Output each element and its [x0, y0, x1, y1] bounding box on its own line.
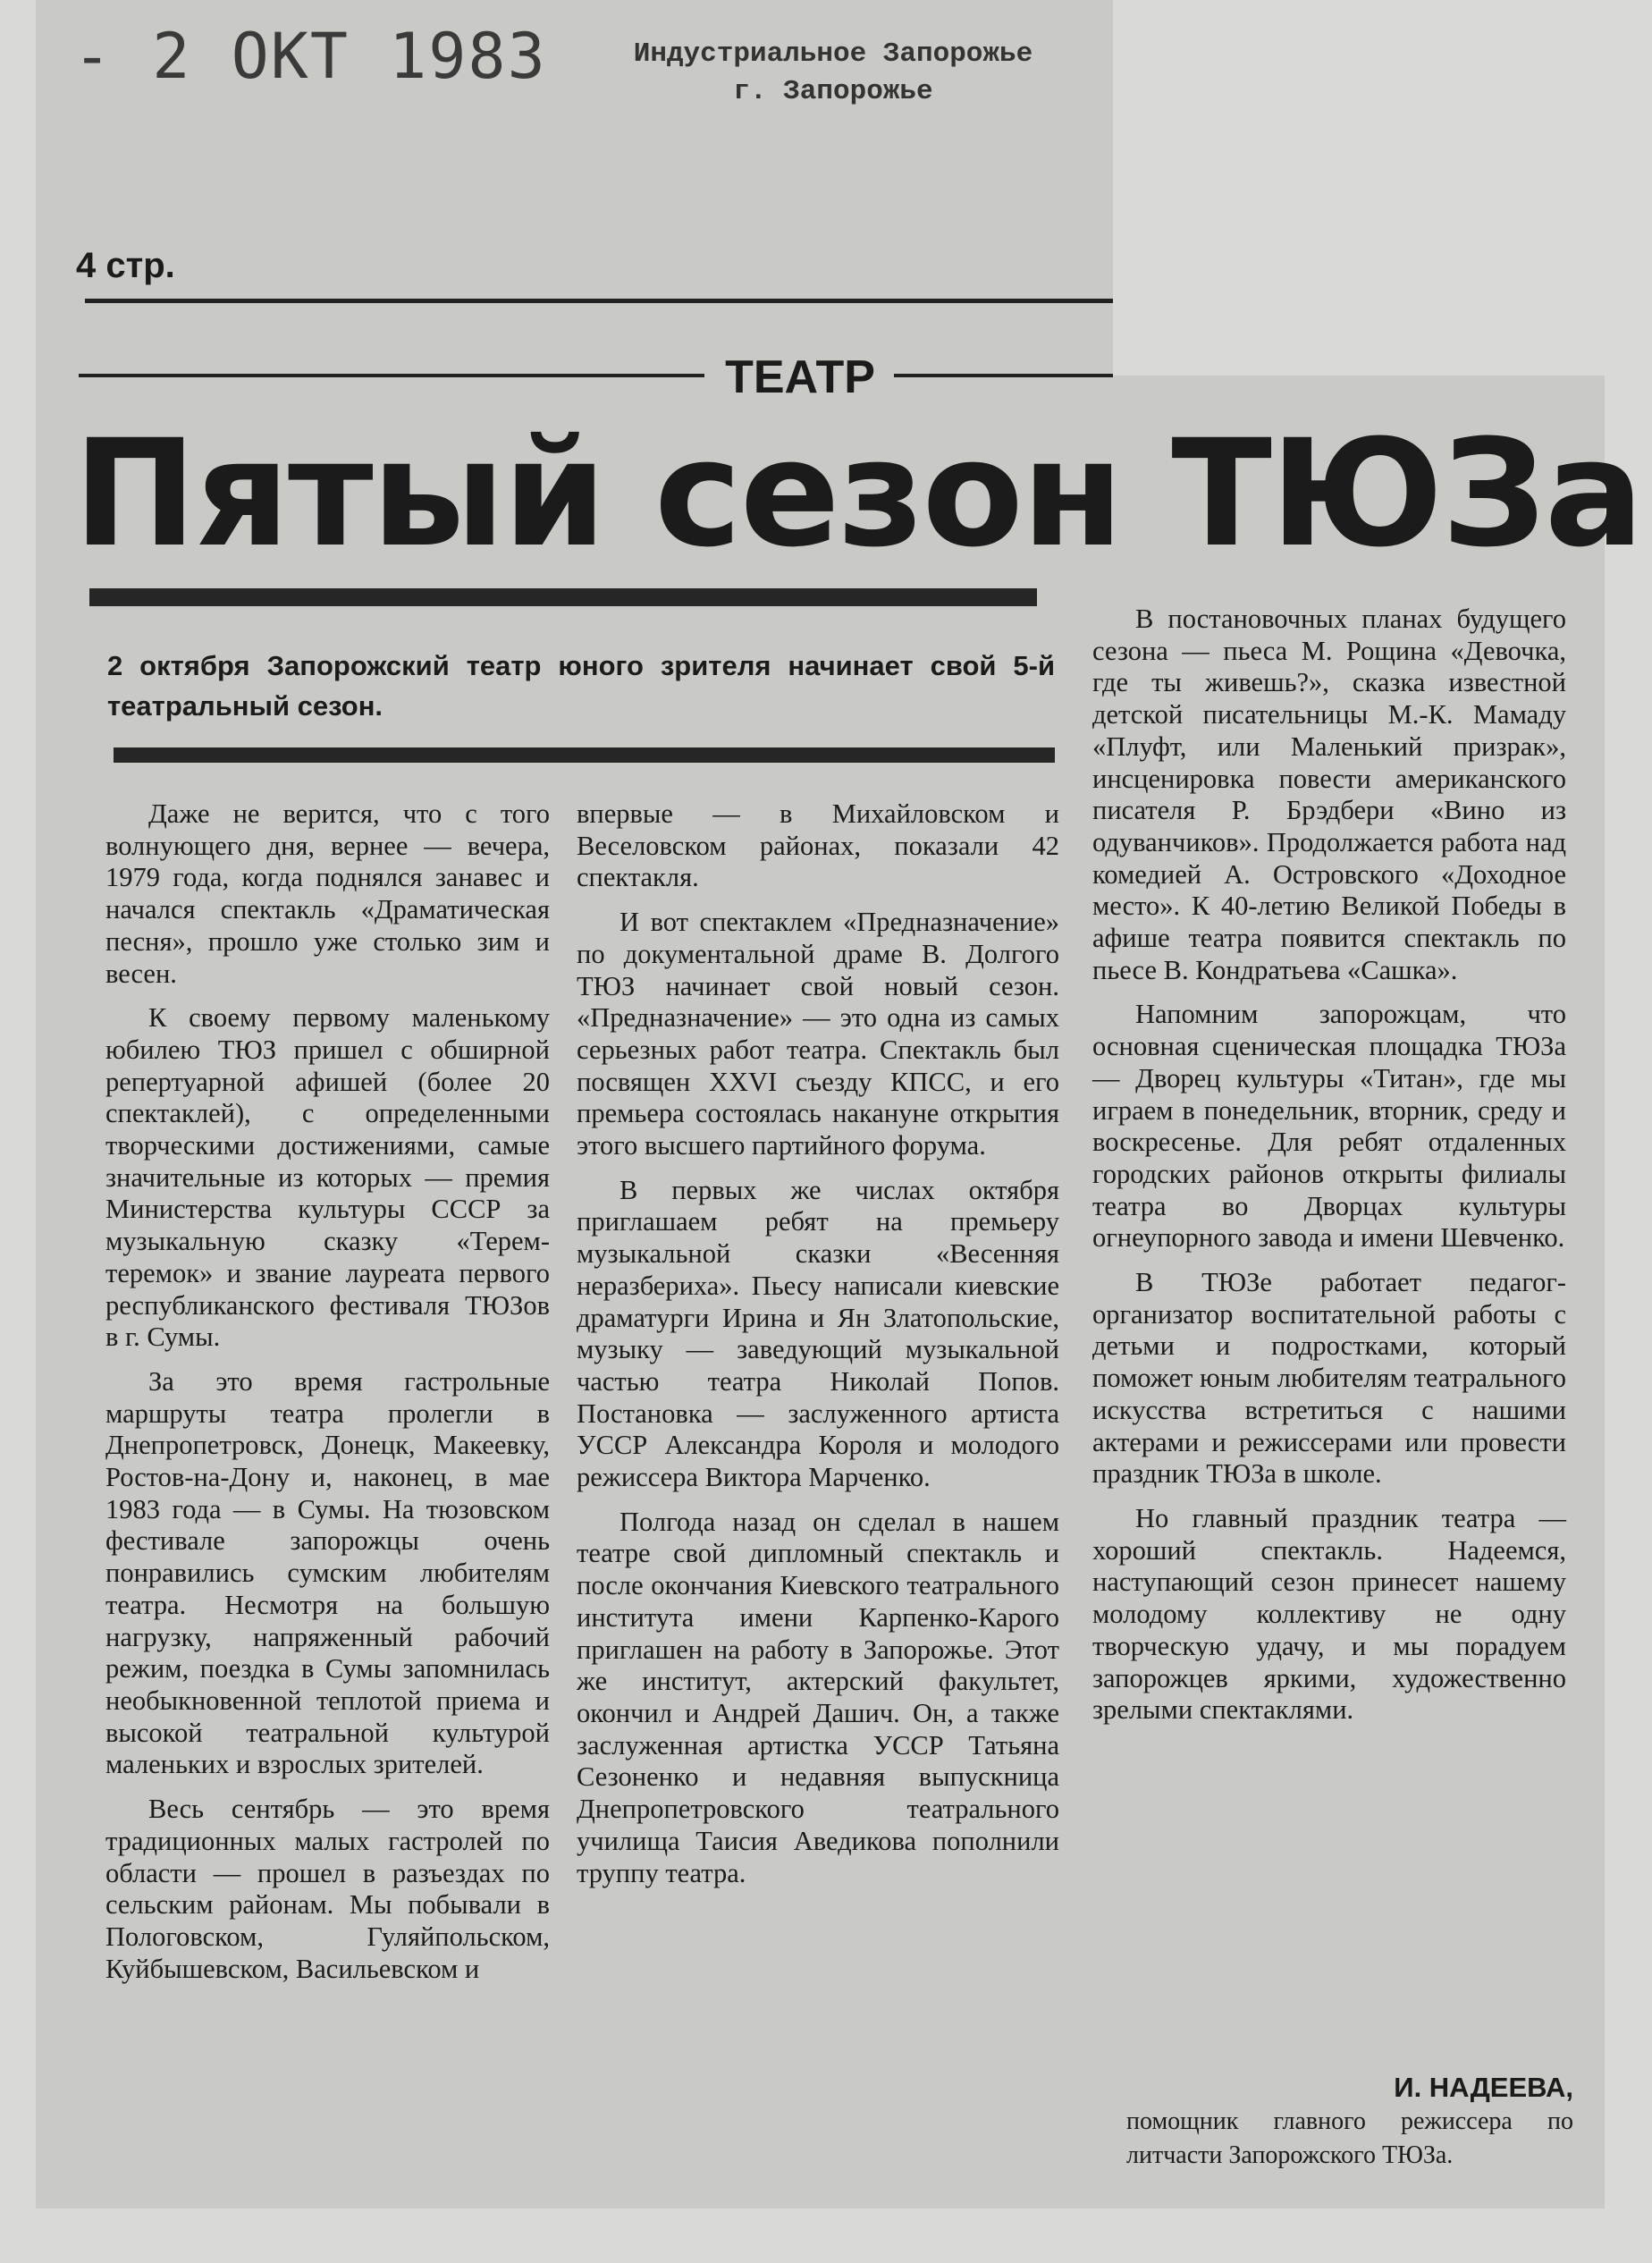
lead-paragraph: 2 октября Запорожский театр юного зрителя начинает свой 5-й театральный сезон.	[107, 650, 1055, 722]
article-column-3	[1092, 604, 1566, 1739]
section-label: ТЕАТР	[725, 351, 875, 403]
author-role: помощник главного режиссера по литчасти Запорожского ТЮЗа.	[1126, 2107, 1573, 2169]
paragraph: В первых же числах октября приглашаем ребят на премьеру музыкальной сказки «Весенняя неразбериха». Пьесу написали киевские драматурги Ирина и Ян Златопольские, музыку — заведующий музыкальной частью театра Николай Попов. Постановка — заслуженного артиста УССР Александра Короля и молодого режиссера Виктора Марченко.	[577, 1174, 1059, 1493]
divider	[79, 374, 704, 377]
paragraph: Но главный праздник театра — хороший спектакль. Надеемся, наступающий сезон принесет нашему молодому коллективу не одну творческую удачу, и мы порадуем запорожцев яркими, художественно зрелыми спектаклями.	[1092, 1502, 1566, 1726]
divider	[114, 747, 1055, 763]
headline: Пятый сезон ТЮЗа	[73, 408, 1643, 579]
source-city: г. Запорожье	[733, 76, 933, 107]
date-stamp: - 2 ОКТ 1983	[73, 20, 547, 93]
divider	[894, 374, 1113, 377]
page-number: 4 стр.	[76, 246, 175, 285]
paragraph: впервые — в Михайловском и Веселовском районах, показали 42 спектакля.	[577, 798, 1059, 893]
paragraph: В ТЮЗе работает педагог-организатор воспитательной работы с детьми и подростками, который поможет юным любителям театрального искусства встретиться с нашими актерами и режиссерами или провести праздник ТЮЗа в школе.	[1092, 1267, 1566, 1490]
paragraph: Полгода назад он сделал в нашем театре свой дипломный спектакль и после окончания Киевского театрального института имени Карпенко-Карого приглашен на работу в Запорожье. Этот же институт, актерский факультет, окончил и Андрей Дашич. Он, а также заслуженная артистка УССР Татьяна Сезоненко и недавняя выпускница Днепропетровского театрального училища Таисия Аведикова пополнили труппу театра.	[577, 1506, 1059, 1888]
divider	[85, 299, 1113, 303]
article-column-1	[105, 798, 550, 1997]
divider	[89, 588, 1037, 606]
article-column-2	[577, 798, 1059, 1902]
paragraph: За это время гастрольные маршруты театра пролегли в Днепропетровск, Донецк, Макеевку, Ростов-на-Дону и, наконец, в мае 1983 года — в Сумы. На тюзовском фестивале запорожцы очень понравились сумским любителям театра. Несмотря на большую нагрузку, напряженный рабочий режим, поездка в Сумы запомнилась необыкновенной теплотой приема и высокой театральной культурой маленьких и взрослых зрителей.	[105, 1365, 550, 1780]
author-name: И. НАДЕЕВА,	[1394, 2072, 1573, 2103]
paragraph: К своему первому маленькому юбилею ТЮЗ пришел с обширной репертуарной афишей (более 20 спектаклей), с определенными творческими достижениями, самые значительные из которых — премия Министерства культуры СССР за музыкальную сказку «Терем-теремок» и звание лауреата первого республиканского фестиваля ТЮЗов в г. Сумы.	[105, 1002, 550, 1353]
paragraph: Весь сентябрь — это время традиционных малых гастролей по области — прошел в разъездах по сельским районам. Мы побывали в Пологовском, Гуляйпольском, Куйбышевском, Васильевском и	[105, 1794, 550, 1984]
source-newspaper: Индустриальное Запорожье	[633, 38, 1033, 70]
paragraph: И вот спектаклем «Предназначение» по документальной драме В. Долгого ТЮЗ начинает свой новый сезон. «Предназначение» — это одна из самых серьезных работ театра. Спектакль был посвящен XXVI съезду КПСС, и его премьера состоялась накануне открытия этого высшего партийного форума.	[577, 907, 1059, 1161]
author-signature	[1126, 2071, 1573, 2173]
paragraph: В постановочных планах будущего сезона — пьеса М. Рощина «Девочка, где ты живешь?», сказка известной детской писательницы М.-К. Мамаду «Плуфт, или Маленький призрак», инсценировка повести американского писателя Р. Брэдбери «Вино из одуванчиков». Продолжается работа над комедией А. Островского «Доходное место». К 40-летию Великой Победы в афише театра появится спектакль по пьесе В. Кондратьева «Сашка».	[1092, 604, 1566, 985]
source-stamp	[619, 36, 1048, 111]
paragraph: Даже не верится, что с того волнующего дня, вернее — вечера, 1979 года, когда поднялся занавес и начался спектакль «Драматическая песня», прошло уже столько зим и весен.	[105, 798, 550, 989]
paragraph: Напомним запорожцам, что основная сценическая площадка ТЮЗа — Дворец культуры «Титан», где мы играем в понедельник, вторник, среду и воскресенье. Для ребят отдаленных городских районов открыты филиалы театра во Дворцах культуры огнеупорного завода и имени Шевченко.	[1092, 999, 1566, 1254]
